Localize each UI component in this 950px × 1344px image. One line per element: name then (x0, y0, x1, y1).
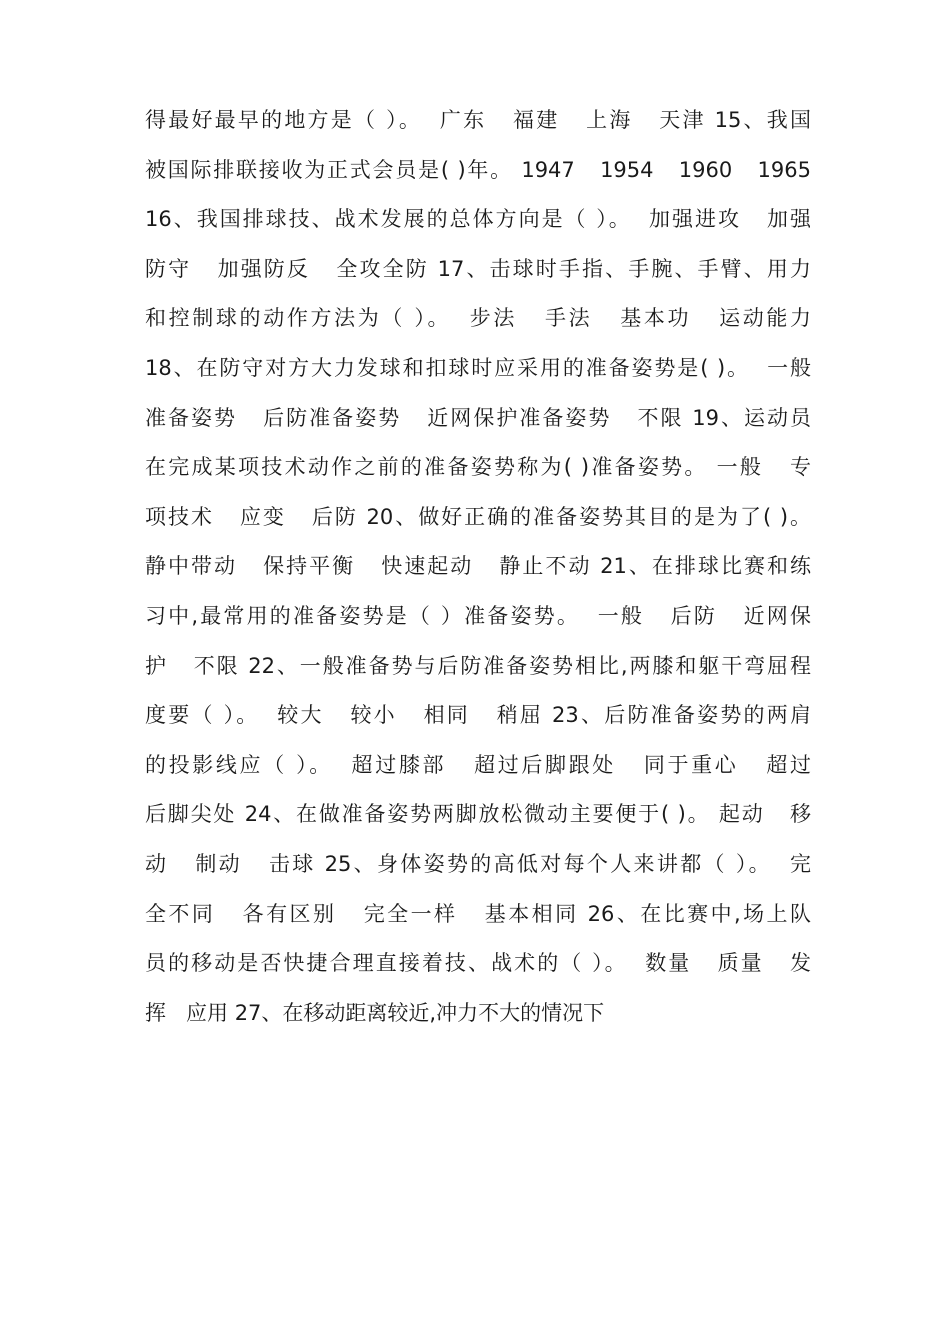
text-line: 和控制球的动作方法为（ ）。 步法 手法 基本功 运动能力 (145, 306, 811, 331)
text-line: 防守 加强防反 全攻全防 17、击球时手指、手腕、手臂、用力 (145, 256, 811, 281)
text-line: 员的移动是否快捷合理直接着技、战术的（ ）。 数量 质量 发 (145, 951, 811, 976)
question-text-block (145, 96, 811, 1038)
text-line: 动 制动 击球 25、身体姿势的高低对每个人来讲都（ ）。 完 (145, 851, 811, 876)
text-line: 16、我国排球技、战术发展的总体方向是（ ）。 加强进攻 加强 (145, 207, 811, 232)
text-line: 后脚尖处 24、在做准备姿势两脚放松微动主要便于( )。 起动 移 (145, 802, 811, 827)
text-line: 的投影线应（ ）。 超过膝部 超过后脚跟处 同于重心 超过 (145, 752, 811, 777)
text-line: 护 不限 22、一般准备势与后防准备姿势相比,两膝和躯干弯屈程 (145, 653, 811, 678)
text-line: 习中,最常用的准备姿势是（ ）准备姿势。 一般 后防 近网保 (145, 603, 811, 628)
text-line: 度要（ ）。 较大 较小 相同 稍屈 23、后防准备姿势的两肩 (145, 703, 811, 728)
text-line: 得最好最早的地方是（ ）。 广东 福建 上海 天津 15、我国 (145, 108, 811, 132)
text-line: 在完成某项技术动作之前的准备姿势称为( )准备姿势。 一般 专 (145, 455, 811, 480)
text-line: 静中带动 保持平衡 快速起动 静止不动 21、在排球比赛和练 (145, 554, 811, 579)
text-line: 被国际排联接收为正式会员是( )年。 1947 1954 1960 1965 (145, 157, 811, 182)
text-line: 挥 应用 27、在移动距离较近,冲力不大的情况下 (145, 1000, 605, 1025)
text-line: 全不同 各有区别 完全一样 基本相同 26、在比赛中,场上队 (145, 901, 811, 926)
text-line: 18、在防守对方大力发球和扣球时应采用的准备姿势是( )。 一般 (145, 355, 811, 380)
text-line: 项技术 应变 后防 20、做好正确的准备姿势其目的是为了( )。 (145, 504, 811, 529)
text-line: 准备姿势 后防准备姿势 近网保护准备姿势 不限 19、运动员 (145, 405, 811, 430)
